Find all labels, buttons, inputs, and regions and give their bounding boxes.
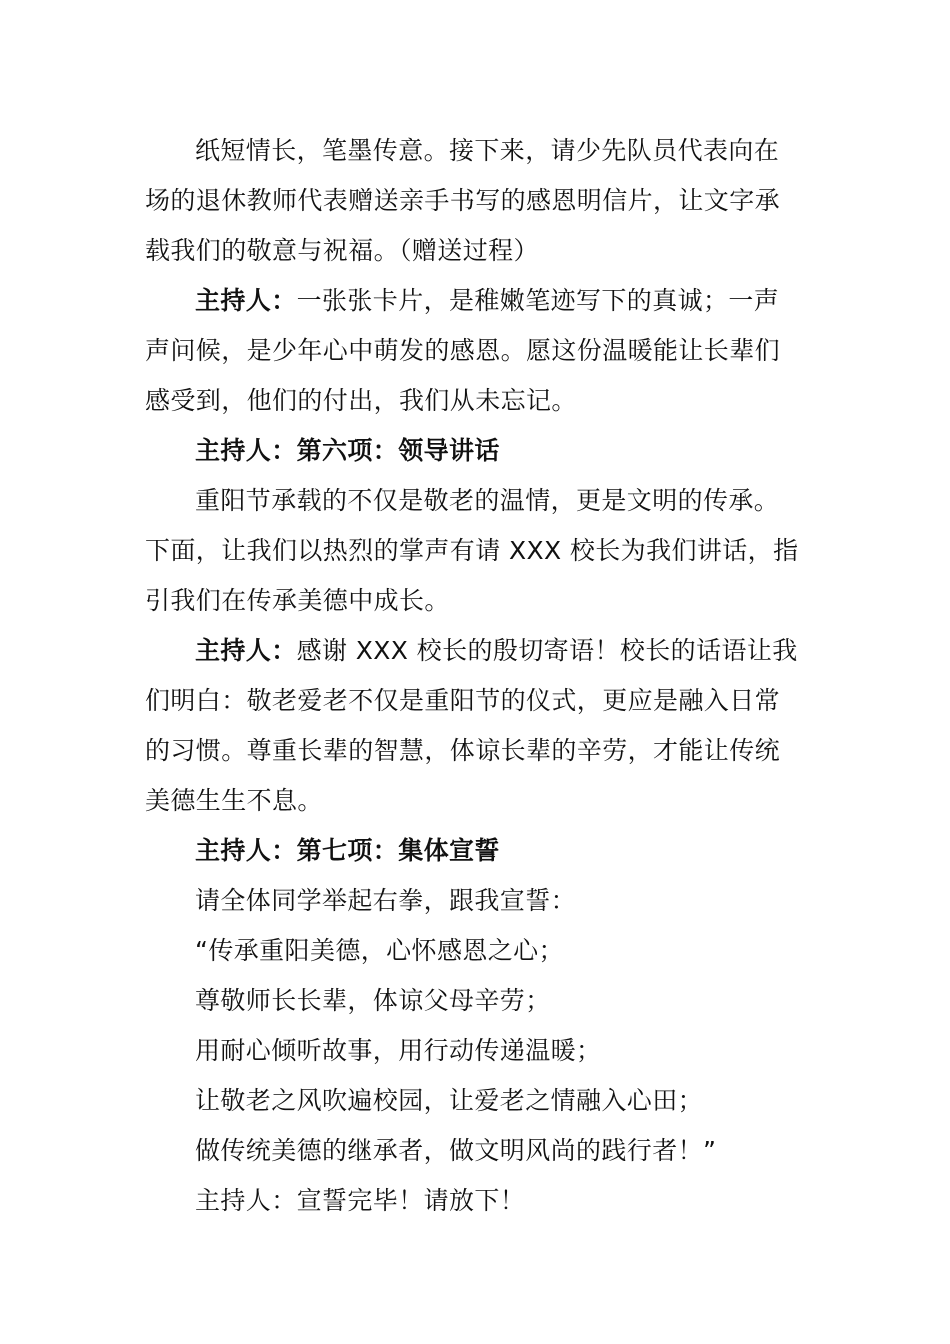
- paragraph-line: [195, 1186, 810, 1216]
- paragraph-line: [145, 686, 810, 716]
- oath-line: [195, 1136, 810, 1166]
- paragraph-line: [145, 586, 810, 616]
- line-text: 感谢 XXX 校长的殷切寄语！校长的话语让我: [296, 636, 798, 665]
- paragraph-line: [145, 336, 810, 366]
- paragraph-line: [195, 886, 810, 916]
- line-text: 载我们的敬意与祝福。（赠送过程）: [145, 236, 539, 265]
- line-text: 用耐心倾听故事，用行动传递温暖；: [195, 1036, 602, 1065]
- line-text: 做传统美德的继承者，做文明风尚的践行者！”: [195, 1136, 717, 1165]
- line-text: 场的退休教师代表赠送亲手书写的感恩明信片，让文字承: [145, 186, 781, 215]
- line-text: 下面，让我们以热烈的掌声有请 XXX 校长为我们讲话，指: [145, 536, 799, 565]
- line-text: 们明白：敬老爱老不仅是重阳节的仪式，更应是融入日常: [145, 686, 781, 715]
- oath-line: [195, 986, 810, 1016]
- speaker-label: 主持人：: [195, 286, 297, 315]
- section-heading-text: 主持人：第七项：集体宣誓: [195, 836, 500, 865]
- line-text: 一张张卡片，是稚嫩笔迹写下的真诚；一声: [296, 286, 780, 315]
- paragraph-line: [145, 386, 810, 416]
- line-text: 主持人：宣誓完毕！请放下！: [195, 1186, 526, 1215]
- paragraph-line: [195, 286, 810, 316]
- paragraph-line: [145, 536, 810, 566]
- line-text: 尊敬师长长辈，体谅父母辛劳；: [195, 986, 551, 1015]
- oath-line: [195, 1086, 810, 1116]
- line-text: 的习惯。尊重长辈的智慧，体谅长辈的辛劳，才能让传统: [145, 736, 781, 765]
- line-text: 纸短情长，笔墨传意。接下来，请少先队员代表向在: [195, 136, 780, 165]
- line-text: 声问候，是少年心中萌发的感恩。愿这份温暖能让长辈们: [145, 336, 781, 365]
- oath-line: [195, 1036, 810, 1066]
- section-heading: [195, 436, 810, 466]
- line-text: “传承重阳美德，心怀感恩之心；: [195, 936, 564, 965]
- oath-line: [195, 936, 810, 966]
- paragraph-line: [195, 136, 810, 166]
- line-text: 感受到，他们的付出，我们从未忘记。: [145, 386, 577, 415]
- speaker-label: 主持人：: [195, 636, 297, 665]
- paragraph-line: [145, 236, 810, 266]
- paragraph-line: [145, 736, 810, 766]
- line-text: 引我们在传承美德中成长。: [145, 586, 450, 615]
- section-heading-text: 主持人：第六项：领导讲话: [195, 436, 500, 465]
- line-text: 美德生生不息。: [145, 786, 323, 815]
- section-heading: [195, 836, 810, 866]
- line-text: 重阳节承载的不仅是敬老的温情，更是文明的传承。: [195, 486, 780, 515]
- paragraph-line: [195, 636, 810, 666]
- line-text: 请全体同学举起右拳，跟我宣誓：: [195, 886, 577, 915]
- paragraph-line: [195, 486, 810, 516]
- paragraph-line: [145, 786, 810, 816]
- line-text: 让敬老之风吹遍校园，让爱老之情融入心田；: [195, 1086, 704, 1115]
- paragraph-line: [145, 186, 810, 216]
